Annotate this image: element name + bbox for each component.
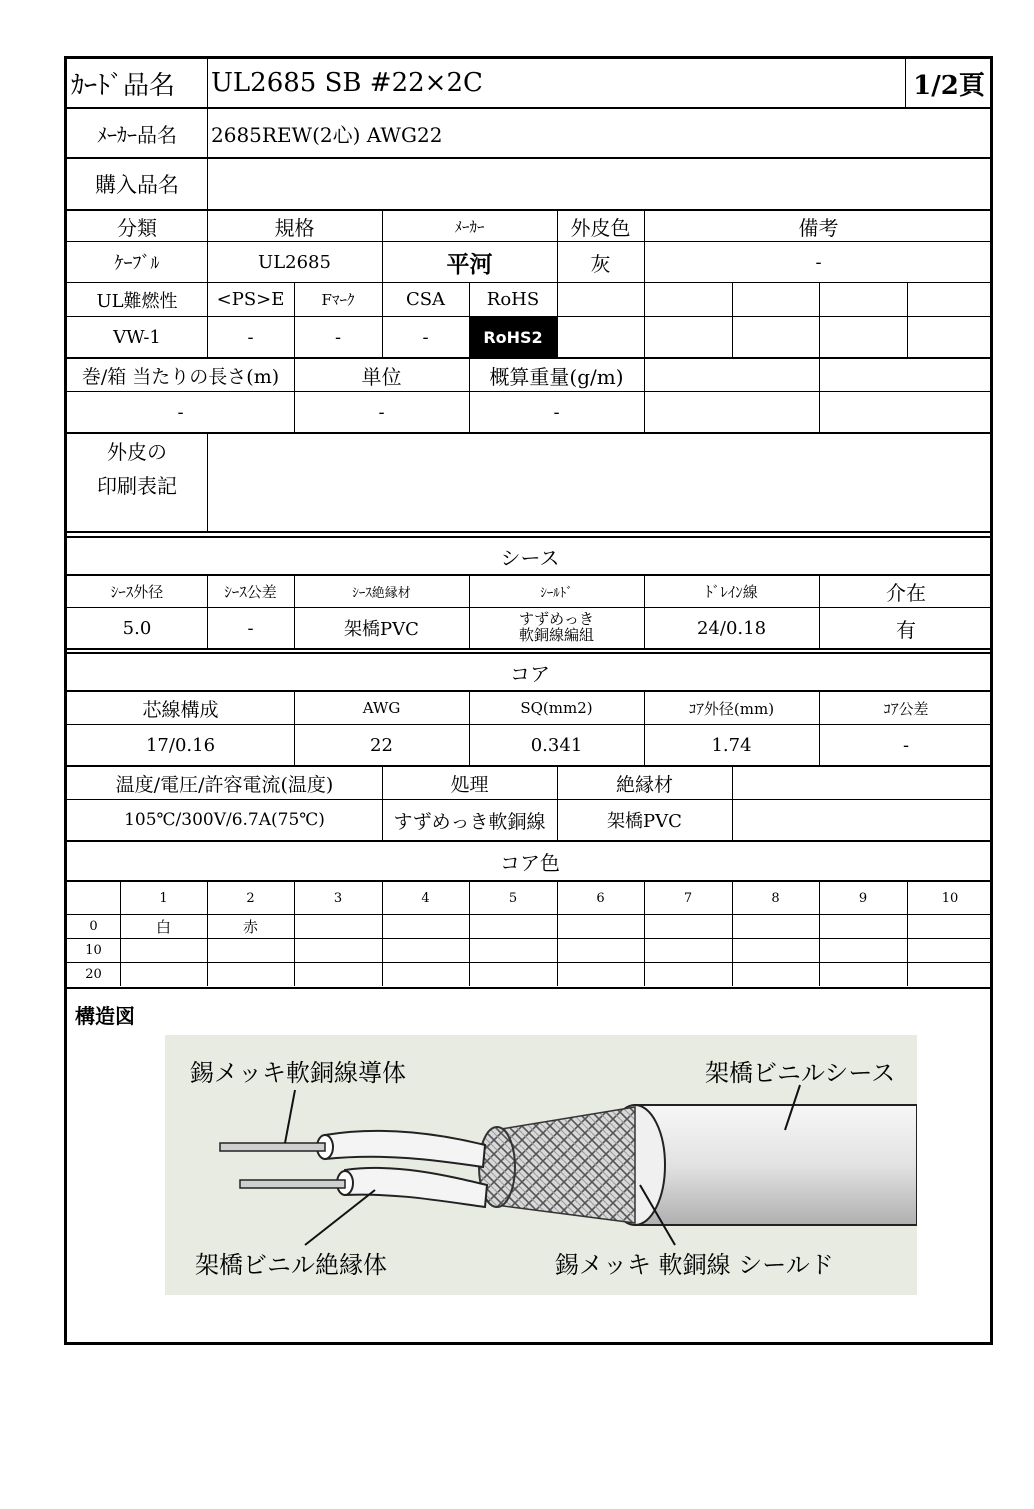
maker-name-label: ﾒｰｶｰ品名 [97, 122, 177, 147]
rohs-value: RoHS2 [469, 317, 557, 357]
sheath-title: シース [500, 545, 560, 570]
core-comp-value: 17/0.16 [145, 734, 216, 756]
class-value: ｹｰﾌﾞﾙ [114, 253, 160, 274]
color-column-header: 5 [508, 890, 518, 906]
core-title: コア [510, 661, 550, 686]
color-cell [382, 914, 469, 938]
structure-title: 構造図 [75, 1003, 135, 1028]
filler-header: 介在 [886, 581, 926, 605]
csa-value: - [422, 326, 429, 348]
card-name: UL2685 SB #22×2C [211, 68, 483, 98]
sheath-ins-header: ｼｰｽ絶縁材 [352, 586, 411, 601]
ps-value: - [247, 326, 254, 348]
drain-header: ﾄﾞﾚｲﾝ線 [705, 583, 758, 601]
note-header: 備考 [798, 215, 839, 240]
sheath-od-value: 5.0 [122, 617, 152, 639]
core-comp-header: 芯線構成 [142, 698, 219, 721]
sheath-od-header: ｼｰｽ外径 [110, 583, 164, 601]
cable-diagram [165, 1035, 917, 1295]
maker-name: 2685REW(2心) AWG22 [211, 122, 443, 147]
shield-value-line-2: 軟銅線編組 [518, 626, 594, 644]
color-column-header: 10 [941, 890, 959, 906]
color-column-header: 3 [333, 890, 343, 906]
color-cell [644, 914, 732, 938]
ul-header: UL難燃性 [96, 290, 178, 312]
insulator-header: 絶縁材 [615, 773, 673, 796]
treatment-value: すずめっき軟銅線 [393, 810, 546, 833]
shield-value-line-1: すずめっき [518, 610, 594, 629]
fmark-header: Fﾏｰｸ [321, 291, 355, 309]
card-name-label: ｶｰﾄﾞ品名 [71, 70, 176, 101]
spec-sheet [64, 56, 993, 1345]
label-insulator: 架橋ビニル絶縁体 [195, 1250, 387, 1279]
core-od-value: 1.74 [711, 734, 752, 756]
length-header: 巻/箱 当たりの長さ(m) [81, 365, 280, 388]
purchase-name-label: 購入品名 [95, 173, 179, 197]
unit-header: 単位 [361, 364, 402, 389]
color-column-header: 1 [159, 890, 168, 906]
color-cell: 白 [155, 917, 171, 936]
color-cell [469, 914, 557, 938]
color-column-header: 9 [858, 890, 868, 906]
color-cell [557, 914, 644, 938]
drain-value: 24/0.18 [696, 617, 767, 639]
print-label-2: 印刷表記 [97, 473, 177, 498]
core-awg-header: AWG [362, 699, 401, 717]
rating-value: 105℃/300V/6.7A(75℃) [124, 810, 325, 830]
color-header: 外皮色 [570, 215, 631, 240]
shield-value [469, 608, 644, 648]
color-column-header: 8 [771, 890, 780, 906]
label-shield: 錫メッキ 軟銅線 シールド [555, 1250, 834, 1279]
fmark-value: - [334, 326, 342, 348]
color-value: 灰 [590, 251, 611, 276]
rohs-header: RoHS [486, 289, 540, 310]
shield-header: ｼｰﾙﾄﾞ [540, 586, 573, 601]
color-row-label: 20 [85, 966, 102, 982]
label-sheath: 架橋ビニルシース [705, 1058, 896, 1087]
label-conductor: 錫メッキ軟銅線導体 [190, 1058, 406, 1087]
page-number: 1/2頁 [913, 70, 985, 101]
core-sq-header: SQ(mm2) [520, 699, 593, 717]
color-cell: 赤 [242, 917, 258, 936]
weight-value: - [553, 401, 560, 423]
core-od-header: ｺｱ外径(mm) [688, 699, 775, 718]
core-color-title: コア色 [500, 850, 560, 875]
color-cell [732, 914, 819, 938]
color-row-label: 10 [85, 942, 102, 958]
color-cell [819, 914, 907, 938]
maker-value: 平河 [446, 250, 493, 278]
color-column-header: 2 [246, 890, 255, 906]
core-sq-value: 0.341 [530, 734, 583, 756]
maker-header: ﾒｰｶｰ [454, 217, 485, 236]
color-column-header: 7 [683, 890, 693, 906]
insulator-value: 架橋PVC [607, 811, 682, 832]
purchase-name [207, 159, 987, 209]
ps-header: <PS>E [216, 289, 285, 310]
filler-value: 有 [896, 617, 916, 642]
color-row-label: 0 [89, 918, 98, 934]
print-label-1: 外皮の [107, 439, 167, 464]
core-tol-value: - [902, 734, 910, 756]
length-value: - [177, 401, 184, 423]
standard-value: UL2685 [258, 251, 331, 273]
color-cell [907, 914, 993, 938]
class-header: 分類 [117, 215, 157, 240]
color-column-header: 6 [596, 890, 605, 906]
color-cell [294, 914, 382, 938]
print-value [207, 435, 987, 530]
color-column-header: 4 [421, 890, 430, 906]
ul-value: VW-1 [113, 326, 161, 348]
sheath-tol-value: - [247, 617, 254, 639]
csa-header: CSA [405, 289, 446, 310]
treatment-header: 処理 [450, 773, 489, 796]
sheath-tol-header: ｼｰｽ公差 [224, 583, 277, 601]
core-awg-value: 22 [370, 734, 393, 756]
core-tol-header: ｺｱ公差 [883, 699, 929, 718]
note-value: - [815, 251, 822, 273]
rating-header: 温度/電圧/許容電流(温度) [115, 773, 334, 796]
weight-header: 概算重量(g/m) [489, 364, 624, 389]
standard-header: 規格 [274, 215, 315, 240]
unit-value: - [378, 401, 385, 423]
sheath-ins-value: 架橋PVC [344, 619, 419, 640]
